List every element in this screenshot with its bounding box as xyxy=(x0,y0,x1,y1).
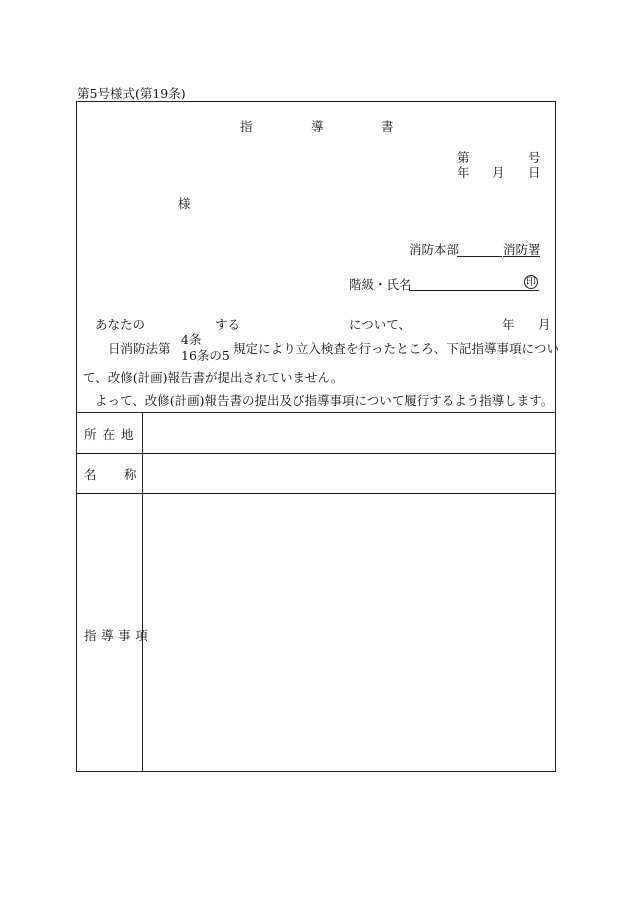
address-field[interactable] xyxy=(144,414,554,452)
issuer-underline-1 xyxy=(457,256,502,257)
row-divider-2 xyxy=(76,493,556,494)
body-l1-a: あなたの xyxy=(95,317,146,332)
title-char-1: 指 xyxy=(240,119,253,134)
body-l3: て、改修(計画)報告書が提出されていません。 xyxy=(83,370,344,385)
guidance-label: 指 導 事 項 xyxy=(84,628,149,643)
signature-underline xyxy=(409,290,539,291)
title-char-3: 書 xyxy=(381,119,394,134)
seal-mark: 印 xyxy=(526,277,536,288)
name-label-char-1: 名 xyxy=(84,467,97,482)
address-label: 所 在 地 xyxy=(84,427,135,442)
addressee-suffix: 様 xyxy=(178,196,191,211)
body-l1-c: について、 xyxy=(349,317,412,332)
body-l1-b: する xyxy=(215,317,241,332)
name-label-char-2: 称 xyxy=(124,467,137,482)
date-year: 年 xyxy=(457,165,470,180)
doc-number-prefix: 第 xyxy=(457,150,470,165)
guidance-field[interactable] xyxy=(144,495,554,770)
signature-label: 階級・氏名 xyxy=(349,277,412,292)
date-day: 日 xyxy=(528,165,541,180)
issuer-station: 消防署 xyxy=(503,242,541,257)
title-char-2: 導 xyxy=(311,119,324,134)
body-l4: よって、改修(計画)報告書の提出及び指導事項について履行するよう指導します。 xyxy=(95,393,554,408)
article-ref-top: 4条 xyxy=(181,332,202,347)
article-ref-bottom: 16条の5 xyxy=(181,348,230,363)
table-top-border xyxy=(76,412,556,413)
form-number-label: 第5号様式(第19条) xyxy=(77,86,186,101)
label-column-divider xyxy=(142,412,143,772)
body-l2-b: 規定により立入検査を行ったところ、下記指導事項につい xyxy=(233,341,560,356)
date-month: 月 xyxy=(492,165,505,180)
body-l2-a: 日消防法第 xyxy=(108,341,171,356)
doc-number-suffix: 号 xyxy=(528,150,541,165)
body-l1-d: 年 xyxy=(502,317,515,332)
name-field[interactable] xyxy=(144,455,554,492)
issuer-hq: 消防本部 xyxy=(409,242,460,257)
body-l1-e: 月 xyxy=(538,317,551,332)
issuer-underline-2 xyxy=(503,256,540,257)
row-divider-1 xyxy=(76,453,556,454)
